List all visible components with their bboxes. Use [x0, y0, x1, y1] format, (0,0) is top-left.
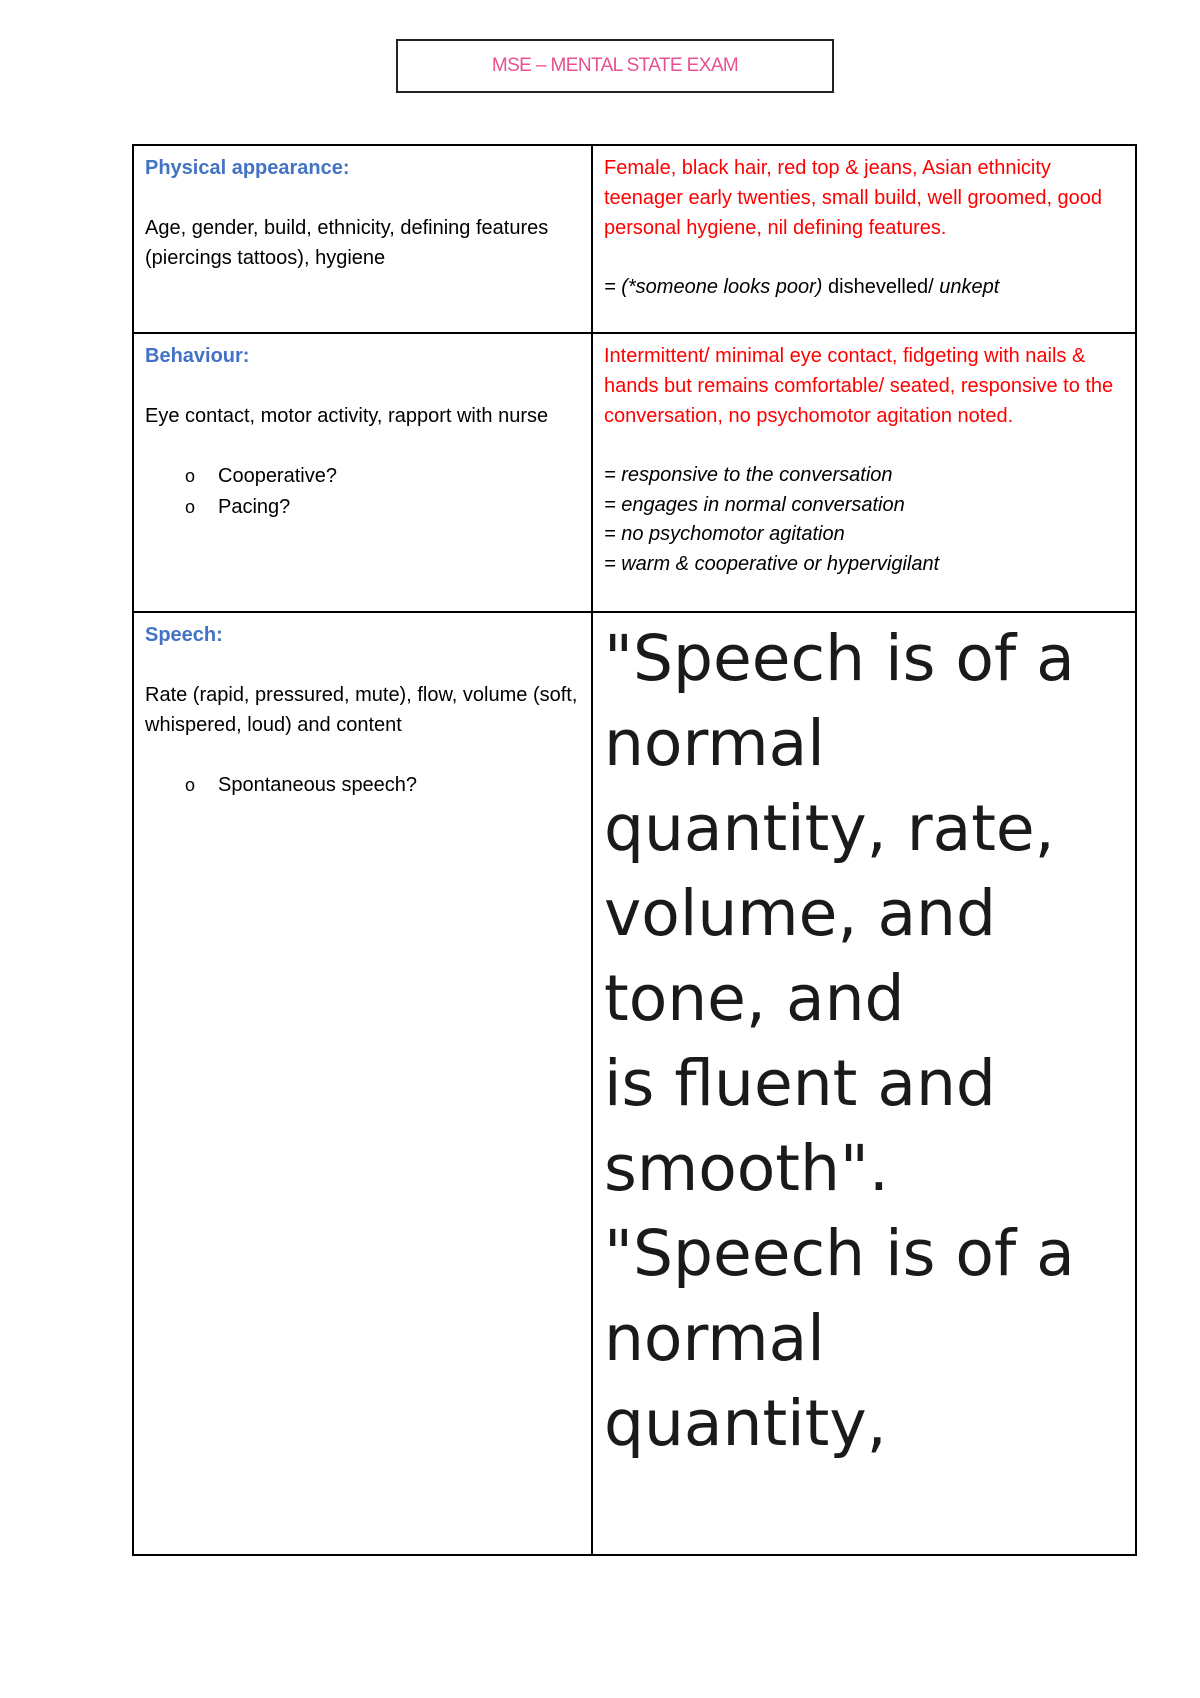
- prompt-cell: [133, 333, 592, 612]
- option-text: Cooperative?: [218, 465, 337, 487]
- bullet-icon: o: [185, 775, 196, 795]
- answer-cell: [592, 612, 1136, 1555]
- answer-note: = responsive to the conversation: [604, 464, 893, 486]
- page-title: MSE – MENTAL STATE EXAM: [491, 55, 739, 76]
- table-row-speech: [133, 612, 1136, 1555]
- answer-note: [604, 273, 1124, 303]
- option-list: [145, 770, 580, 801]
- table-row-behaviour: [133, 333, 1136, 612]
- option-list: [145, 461, 580, 523]
- bullet-icon: o: [185, 466, 196, 486]
- section-label: Physical appearance:: [145, 157, 350, 179]
- list-item: [185, 492, 580, 523]
- prompt-cell: [133, 145, 592, 333]
- answer-note: = warm & cooperative or hypervigilant: [604, 552, 940, 575]
- note-plain: dishevelled/: [828, 276, 934, 298]
- table-row-physical-appearance: [133, 145, 1136, 333]
- section-description: Age, gender, build, ethnicity, defining features (piercings tattoos), hygiene: [145, 217, 549, 269]
- note-prefix: = (*someone looks poor): [604, 276, 823, 298]
- answer-text: Female, black hair, red top & jeans, Asian ethnicity teenager early twenties, small build, well groomed, good personal hygiene, nil defining features.: [604, 157, 1103, 239]
- note-suffix: unkept: [939, 276, 1000, 298]
- answer-note: = no psychomotor agitation: [604, 523, 845, 545]
- title-box: [396, 39, 834, 93]
- list-item: [185, 770, 580, 801]
- answer-note: = engages in normal conversation: [604, 493, 905, 516]
- speech-answer-text: "Speech is of a normal quantity, rate, volume, and tone, and is fluent and smooth". "Speech is of a normal quantity,: [604, 622, 1075, 1460]
- section-label: Speech:: [145, 624, 223, 646]
- answer-cell: [592, 145, 1136, 333]
- answer-text: Intermittent/ minimal eye contact, fidgeting with nails & hands but remains comfortable/ seated, responsive to the conversation, no psychomotor agitation noted.: [604, 345, 1114, 427]
- section-description: Eye contact, motor activity, rapport with nurse: [145, 405, 549, 427]
- mse-table: [132, 144, 1137, 1556]
- section-description: Rate (rapid, pressured, mute), flow, volume (soft, whispered, loud) and content: [145, 684, 578, 736]
- option-text: Pacing?: [218, 496, 291, 518]
- list-item: [185, 461, 580, 492]
- answer-cell: [592, 333, 1136, 612]
- prompt-cell: [133, 612, 592, 1555]
- option-text: Spontaneous speech?: [218, 774, 418, 796]
- section-label: Behaviour:: [145, 345, 250, 367]
- bullet-icon: o: [185, 497, 196, 517]
